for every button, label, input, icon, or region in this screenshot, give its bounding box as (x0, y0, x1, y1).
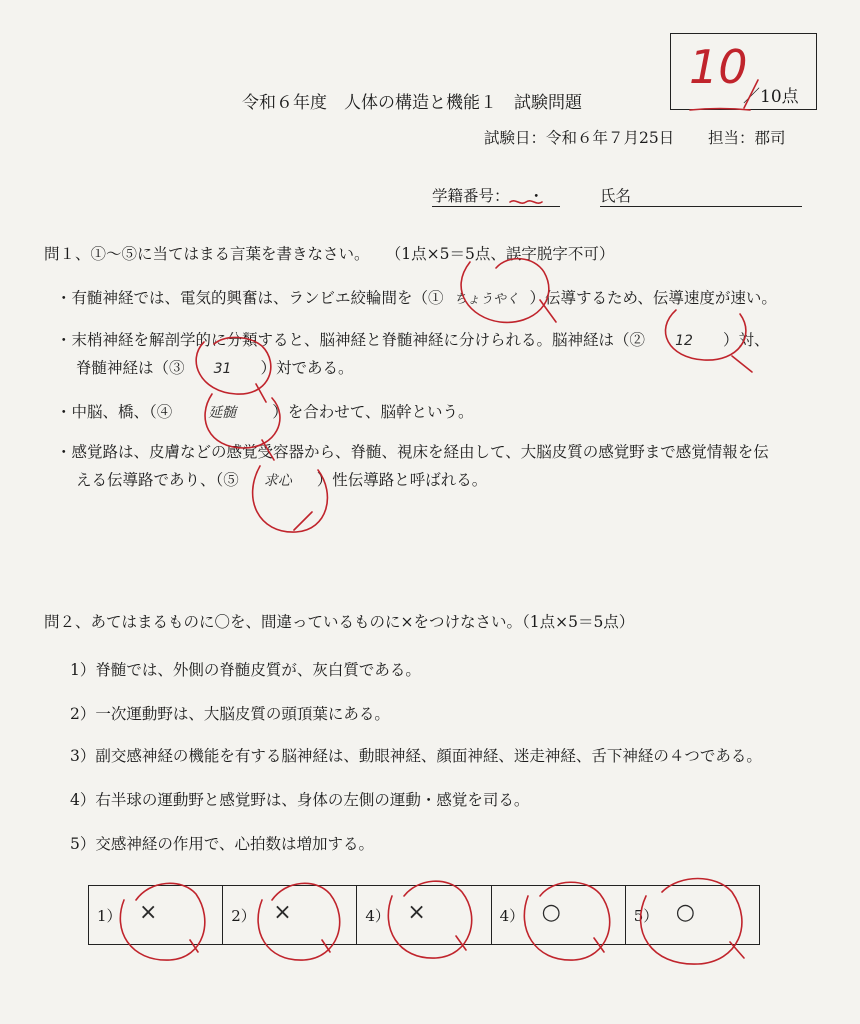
answer-1: ちょうやく (454, 292, 520, 307)
answer-4: 延髄 (208, 405, 237, 421)
answer-mark: ○ (541, 900, 561, 925)
q2-heading: 問２、あてはまるものに〇を、間違っているものに×をつけなさい。（1点×5＝5点） (44, 613, 635, 631)
q1-item-4: ・中脳、橋、（④ 延髄 ）を合わせて、脳幹という。 (56, 403, 474, 421)
answer-mark: × (407, 900, 426, 925)
answer-mark: ○ (675, 900, 695, 925)
answer-3: 31 (213, 361, 232, 377)
teacher-name: 担当：郡司 (708, 129, 786, 147)
answer-2: 12 (675, 333, 693, 349)
answer-cell: 5） ○ (625, 886, 759, 945)
q2-statement-2: 2）一次運動野は、大脳皮質の頭頂葉にある。 (70, 705, 390, 723)
q2-statement-4: 4）右半球の運動野と感覚野は、身体の左側の運動・感覚を司る。 (70, 791, 530, 809)
answer-cell: 2） × (223, 886, 357, 945)
exam-title: 令和６年度 人体の構造と機能１ 試験問題 (242, 93, 582, 113)
answer-mark: × (139, 900, 158, 925)
q1-item-5: ・感覚路は、皮膚などの感覚受容器から、脊髄、視床を経由して、大脳皮質の感覚野まで感覚情報を伝 (56, 443, 769, 461)
q2-statement-1: 1）脊髄では、外側の脊髄皮質が、灰白質である。 (70, 661, 421, 679)
answer-cell: 4） × (357, 886, 491, 945)
name-field (600, 186, 802, 207)
answer-table (88, 885, 760, 945)
score-box (670, 33, 817, 110)
q1-item-1: ・有髄神経では、電気的興奮は、ランビエ絞輪間を（① ちょうやく ）伝導するため、伝導速度が速い。 (56, 288, 777, 310)
q1-item-2: ・末梢神経を解剖学的に分類すると、脳神経と脊髄神経に分けられる。脳神経は（② 12 ）対、 (56, 331, 770, 349)
q1-item-5-cont: える伝導路であり、（⑤ 求心 ）性伝導路と呼ばれる。 (76, 471, 488, 489)
answer-mark: × (273, 900, 292, 925)
q2-statement-5: 5）交感神経の作用で、心拍数は増加する。 (70, 835, 375, 853)
score-value: 10 (689, 40, 748, 94)
answer-cell: 1） × (89, 886, 223, 945)
q1-heading: 問１、①～⑤に当てはまる言葉を書きなさい。 （1点×5＝5点、誤字脱字不可） (44, 245, 615, 263)
student-id-label: 学籍番号： (432, 187, 510, 205)
student-id-separator: ・ (528, 187, 544, 205)
answer-cell: 4） ○ (491, 886, 625, 945)
q2-statement-3: 3）副交感神経の機能を有する脳神経は、動眼神経、顔面神経、迷走神経、舌下神経の４つである。 (70, 747, 762, 765)
answer-5: 求心 (263, 473, 292, 489)
exam-date: 試験日：令和６年７月25日 (484, 129, 675, 147)
q1-item-3: 脊髄神経は（③ 31 ）対である。 (76, 359, 354, 377)
score-total: ／10点 (743, 87, 799, 107)
student-id-field (432, 186, 560, 207)
name-label: 氏名 (600, 187, 632, 205)
